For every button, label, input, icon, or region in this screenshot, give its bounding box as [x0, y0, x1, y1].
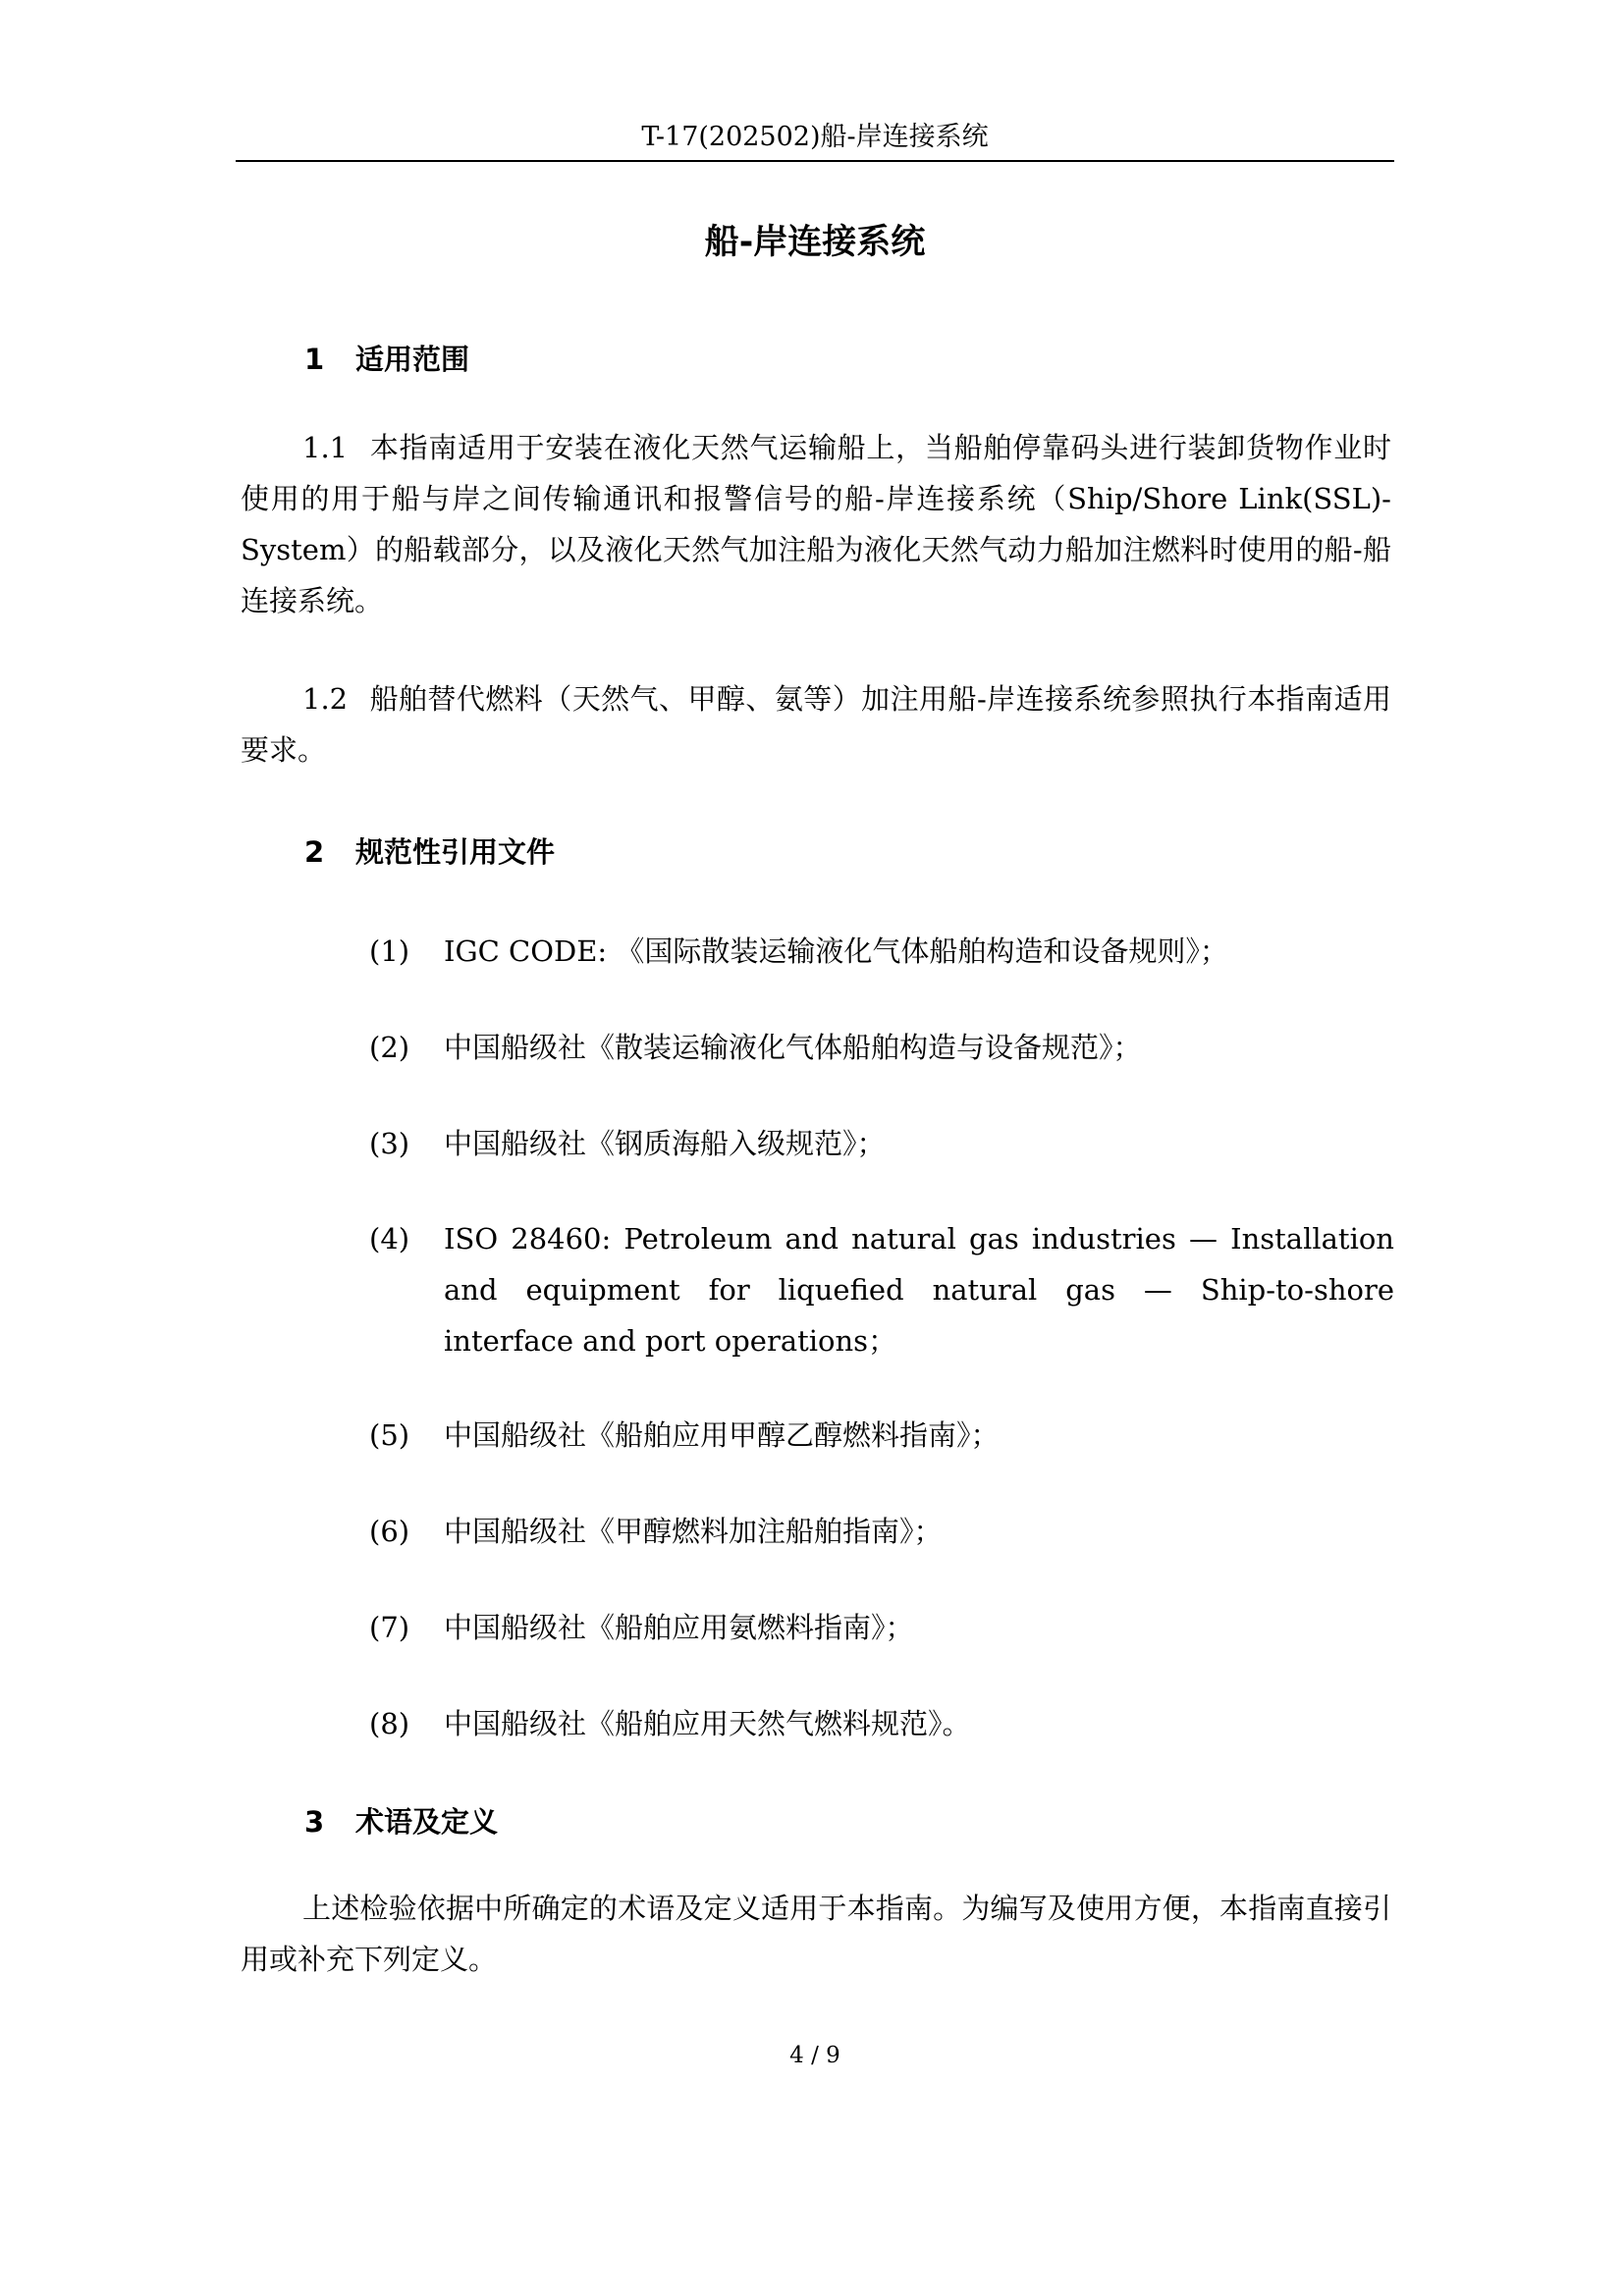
section-heading-3	[304, 1800, 498, 1843]
section-number: 3	[304, 1805, 325, 1839]
paragraph-number: 1.1	[302, 431, 349, 464]
section-number: 1	[304, 343, 325, 376]
paragraph-text: 船舶替代燃料（天然气、甲醇、氨等）加注用船-岸连接系统参照执行本指南适用要求。	[241, 682, 1391, 767]
reference-text: 中国船级社《钢质海船入级规范》；	[444, 1127, 886, 1160]
reference-text: 中国船级社《散装运输液化气体船舶构造与设备规范》；	[444, 1031, 1142, 1064]
section-number: 2	[304, 835, 325, 869]
reference-item	[369, 1410, 1394, 1461]
reference-number: (4)	[369, 1222, 410, 1255]
running-header: T-17(202502)船-岸连接系统	[641, 122, 989, 152]
reference-item	[369, 926, 1394, 977]
reference-number: (8)	[369, 1707, 410, 1740]
reference-number: (2)	[369, 1031, 410, 1064]
reference-number: (7)	[369, 1611, 410, 1644]
paragraph-number: 1.2	[302, 682, 349, 716]
section-title: 适用范围	[355, 343, 470, 376]
reference-text: 中国船级社《船舶应用氨燃料指南》；	[444, 1611, 914, 1644]
reference-number: (3)	[369, 1127, 410, 1160]
paragraph-1-2	[241, 673, 1391, 775]
paragraph-text: 上述检验依据中所确定的术语及定义适用于本指南。为编写及使用方便，本指南直接引用或补充下列定义。	[241, 1892, 1391, 1976]
reference-text: 中国船级社《船舶应用天然气燃料规范》。	[444, 1707, 971, 1740]
reference-number: (6)	[369, 1515, 410, 1548]
section-heading-1	[304, 338, 469, 381]
reference-item	[369, 1602, 1394, 1653]
paragraph-text: 本指南适用于安装在液化天然气运输船上，当船舶停靠码头进行装卸货物作业时使用的用于船与岸之间传输通讯和报警信号的船-岸连接系统（Ship/Shore Link(SSL)-System）的船载部分，以及液化天然气加注船为液化天然气动力船加注燃料时使用的船-船连接系统。	[241, 431, 1391, 617]
reference-item	[369, 1698, 1394, 1749]
reference-text: IGC CODE: 《国际散装运输液化气体船舶构造和设备规则》；	[444, 934, 1228, 968]
reference-number: (1)	[369, 934, 410, 968]
header-divider	[236, 160, 1394, 162]
section-title: 规范性引用文件	[355, 835, 556, 869]
reference-number: (5)	[369, 1418, 410, 1452]
reference-item	[369, 1213, 1394, 1366]
section-title: 术语及定义	[355, 1805, 499, 1839]
reference-text: ISO 28460: Petroleum and natural gas industries — Installation and equipment for liquefied natural gas — Ship-to-shore interface and port operations；	[444, 1222, 1394, 1358]
document-title: 船-岸连接系统	[704, 223, 926, 262]
paragraph-1-1	[241, 422, 1391, 626]
page-number: 4 / 9	[789, 2043, 840, 2068]
reference-text: 中国船级社《船舶应用甲醇乙醇燃料指南》；	[444, 1418, 1000, 1452]
reference-item	[369, 1022, 1394, 1073]
reference-item	[369, 1118, 1394, 1169]
reference-text: 中国船级社《甲醇燃料加注船舶指南》；	[444, 1515, 943, 1548]
paragraph-3	[241, 1883, 1391, 1985]
section-heading-2	[304, 830, 555, 874]
reference-item	[369, 1506, 1394, 1557]
